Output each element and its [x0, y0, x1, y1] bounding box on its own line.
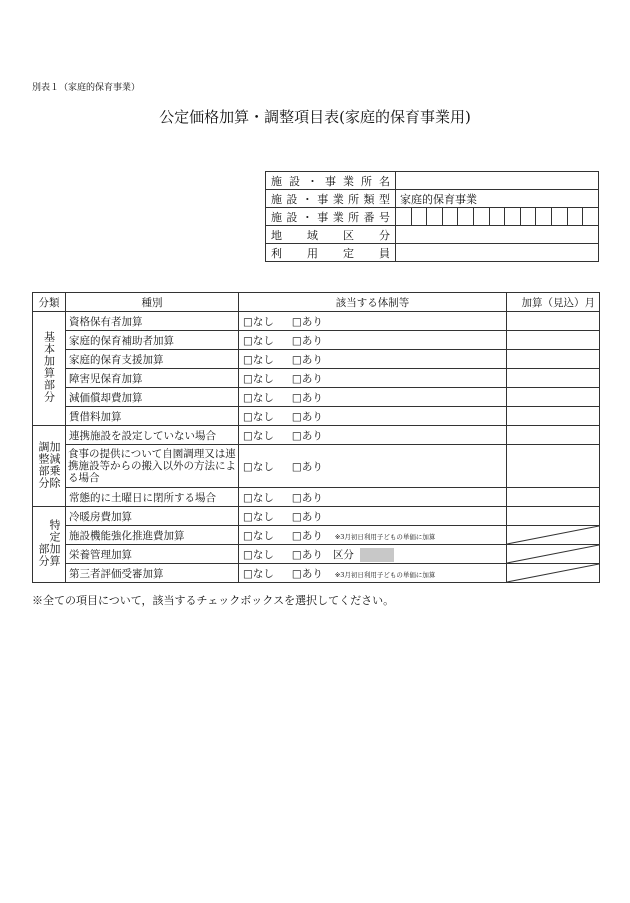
- label-char: 員: [379, 246, 390, 260]
- diagonal-strike: [507, 564, 599, 582]
- diagonal-strike: [507, 545, 599, 563]
- category-specific-label-b: 特定加算: [48, 519, 61, 567]
- label-char: 分: [379, 228, 390, 242]
- class-input[interactable]: [360, 548, 394, 562]
- checkbox-yes[interactable]: □あり: [291, 529, 323, 542]
- digit-box[interactable]: [489, 208, 505, 225]
- facility-name-label: [266, 172, 396, 190]
- label-char: 所: [348, 210, 360, 224]
- row-options: [239, 312, 507, 331]
- checkbox-yes[interactable]: □あり: [291, 410, 323, 423]
- label-char: 事: [317, 210, 329, 224]
- digit-box[interactable]: [535, 208, 551, 225]
- checkbox-yes[interactable]: □あり: [291, 334, 323, 347]
- label-char: 用: [307, 246, 318, 260]
- checkbox-none[interactable]: □なし: [243, 460, 274, 473]
- kasan-month-disabled: [507, 545, 600, 564]
- label-char: 型: [378, 192, 390, 206]
- capacity-field[interactable]: [396, 244, 599, 262]
- label-char: 利: [271, 246, 282, 260]
- row-options: [239, 331, 507, 350]
- checkbox-none[interactable]: □なし: [243, 372, 274, 385]
- row-item: 施設機能強化推進費加算: [66, 526, 239, 545]
- label-char: ・: [301, 210, 313, 224]
- category-adjustment-label-a: 調整部分: [37, 440, 50, 489]
- row-note: ※3月初日利用子どもの単価に加算: [334, 570, 436, 579]
- facility-number-field[interactable]: [396, 208, 599, 226]
- row-item: 減価償却費加算: [66, 388, 239, 407]
- header-status: 該当する体制等: [239, 293, 507, 312]
- row-options: [239, 407, 507, 426]
- checkbox-none[interactable]: □なし: [243, 491, 274, 504]
- digit-box[interactable]: [473, 208, 489, 225]
- label-char: 所: [348, 192, 360, 206]
- checkbox-none[interactable]: □なし: [243, 567, 274, 580]
- class-label: 区分: [332, 548, 354, 561]
- row-item: 障害児保育加算: [66, 369, 239, 388]
- region-class-field[interactable]: [396, 226, 599, 244]
- label-char: 設: [286, 210, 298, 224]
- category-adjustment-label-b: 加減乗除: [48, 440, 61, 489]
- facility-name-label-text: [266, 173, 395, 189]
- digit-box[interactable]: [396, 208, 411, 225]
- digit-box[interactable]: [520, 208, 536, 225]
- category-basic-label: 基本加算部分: [42, 331, 56, 403]
- category-adjustment: [33, 426, 66, 507]
- facility-number-digit-boxes[interactable]: [396, 208, 598, 225]
- row-item: 食事の提供について自園調理又は連携施設等からの搬入以外の方法による場合: [66, 445, 239, 488]
- checkbox-none[interactable]: □なし: [243, 548, 274, 561]
- label-char: ・: [301, 192, 313, 206]
- row-options: [239, 507, 507, 526]
- row-item: 第三者評価受審加算: [66, 564, 239, 583]
- kasan-month-cell[interactable]: [507, 350, 600, 369]
- checkbox-none[interactable]: □なし: [243, 510, 274, 523]
- digit-box[interactable]: [504, 208, 520, 225]
- footer-note: ※全ての項目について，該当するチェックボックスを選択してください。: [32, 594, 395, 607]
- checkbox-yes[interactable]: □あり: [291, 315, 323, 328]
- checkbox-none[interactable]: □なし: [243, 391, 274, 404]
- kasan-month-cell[interactable]: [507, 312, 600, 331]
- label-char: 事: [317, 192, 329, 206]
- checkbox-yes[interactable]: □あり: [291, 353, 323, 366]
- label-char: 施: [271, 192, 282, 206]
- row-options: [239, 350, 507, 369]
- label-char: 施: [271, 210, 282, 224]
- label-char: 業: [343, 174, 354, 188]
- kasan-month-cell[interactable]: [507, 488, 600, 507]
- checkbox-none[interactable]: □なし: [243, 334, 274, 347]
- category-specific-label-a: 部分: [37, 543, 50, 567]
- checkbox-yes[interactable]: □あり: [291, 460, 323, 473]
- label-char: 域: [307, 228, 318, 242]
- digit-box[interactable]: [551, 208, 567, 225]
- facility-number-label: [266, 208, 396, 226]
- label-char: 施: [271, 174, 282, 188]
- kasan-month-disabled: [507, 564, 600, 583]
- checkbox-yes[interactable]: □あり: [291, 548, 323, 561]
- kasan-month-cell[interactable]: [507, 407, 600, 426]
- diagonal-strike: [507, 526, 599, 544]
- label-char: 所: [361, 174, 372, 188]
- row-item: 連携施設を設定していない場合: [66, 426, 239, 445]
- facility-type-field[interactable]: 家庭的保育事業: [396, 190, 599, 208]
- row-item: 常態的に土曜日に閉所する場合: [66, 488, 239, 507]
- capacity-label: [266, 244, 396, 262]
- row-options: [239, 526, 507, 545]
- label-char: 区: [343, 228, 354, 242]
- row-options: [239, 445, 507, 488]
- label-char: 事: [325, 174, 336, 188]
- label-char: 類: [363, 192, 375, 206]
- digit-box[interactable]: [582, 208, 598, 225]
- checkbox-yes[interactable]: □あり: [291, 429, 323, 442]
- label-char: 号: [378, 210, 390, 224]
- facility-number-label-text: [266, 209, 395, 225]
- checkbox-none[interactable]: □なし: [243, 315, 274, 328]
- facility-type-label: [266, 190, 396, 208]
- checkbox-none[interactable]: □なし: [243, 410, 274, 423]
- row-options: [239, 545, 507, 564]
- checkbox-yes[interactable]: □あり: [291, 567, 323, 580]
- checkbox-yes[interactable]: □あり: [291, 372, 323, 385]
- kasan-month-cell[interactable]: [507, 331, 600, 350]
- region-class-label-text: [266, 227, 395, 243]
- facility-name-field[interactable]: [396, 172, 599, 190]
- row-options: [239, 488, 507, 507]
- row-item: 賃借料加算: [66, 407, 239, 426]
- label-char: 業: [332, 210, 344, 224]
- header-category: 分類: [33, 293, 66, 312]
- header-item: 種別: [66, 293, 239, 312]
- checkbox-yes[interactable]: □あり: [291, 491, 323, 504]
- row-options: [239, 388, 507, 407]
- label-char: 定: [343, 246, 354, 260]
- checkbox-none[interactable]: □なし: [243, 353, 274, 366]
- row-item: 家庭的保育補助者加算: [66, 331, 239, 350]
- row-options: [239, 564, 507, 583]
- kasan-month-cell[interactable]: [507, 426, 600, 445]
- checkbox-yes[interactable]: □あり: [291, 510, 323, 523]
- kasan-month-cell[interactable]: [507, 507, 600, 526]
- row-item: 冷暖房費加算: [66, 507, 239, 526]
- digit-box[interactable]: [411, 208, 427, 225]
- label-char: ・: [307, 174, 318, 188]
- label-char: 設: [289, 174, 300, 188]
- capacity-label-text: [266, 245, 395, 261]
- category-basic: [33, 312, 66, 426]
- adjustment-table: [32, 292, 600, 583]
- header-kasan-month: 加算（見込）月: [507, 293, 600, 312]
- kasan-month-cell[interactable]: [507, 388, 600, 407]
- row-options: [239, 369, 507, 388]
- label-char: 地: [271, 228, 282, 242]
- page-title: 公定価格加算・調整項目表(家庭的保育事業用): [159, 108, 471, 126]
- row-item: 栄養管理加算: [66, 545, 239, 564]
- digit-box[interactable]: [426, 208, 442, 225]
- label-char: 番: [363, 210, 375, 224]
- region-class-label: [266, 226, 396, 244]
- label-char: 設: [286, 192, 298, 206]
- label-char: 業: [332, 192, 344, 206]
- digit-box[interactable]: [442, 208, 458, 225]
- checkbox-none[interactable]: □なし: [243, 429, 274, 442]
- checkbox-yes[interactable]: □あり: [291, 391, 323, 404]
- kasan-month-cell[interactable]: [507, 369, 600, 388]
- digit-box[interactable]: [567, 208, 583, 225]
- row-options: [239, 426, 507, 445]
- kasan-month-disabled: [507, 526, 600, 545]
- facility-info-table: [265, 171, 599, 262]
- digit-box[interactable]: [457, 208, 473, 225]
- kasan-month-cell[interactable]: [507, 445, 600, 488]
- checkbox-none[interactable]: □なし: [243, 529, 274, 542]
- row-item: 家庭的保育支援加算: [66, 350, 239, 369]
- row-item: 資格保有者加算: [66, 312, 239, 331]
- form-label: 別表１（家庭的保育事業）: [32, 83, 141, 93]
- label-char: 名: [379, 174, 390, 188]
- row-note: ※3月初日利用子どもの単価に加算: [334, 532, 436, 541]
- category-specific: [33, 507, 66, 583]
- facility-type-label-text: [266, 191, 395, 207]
